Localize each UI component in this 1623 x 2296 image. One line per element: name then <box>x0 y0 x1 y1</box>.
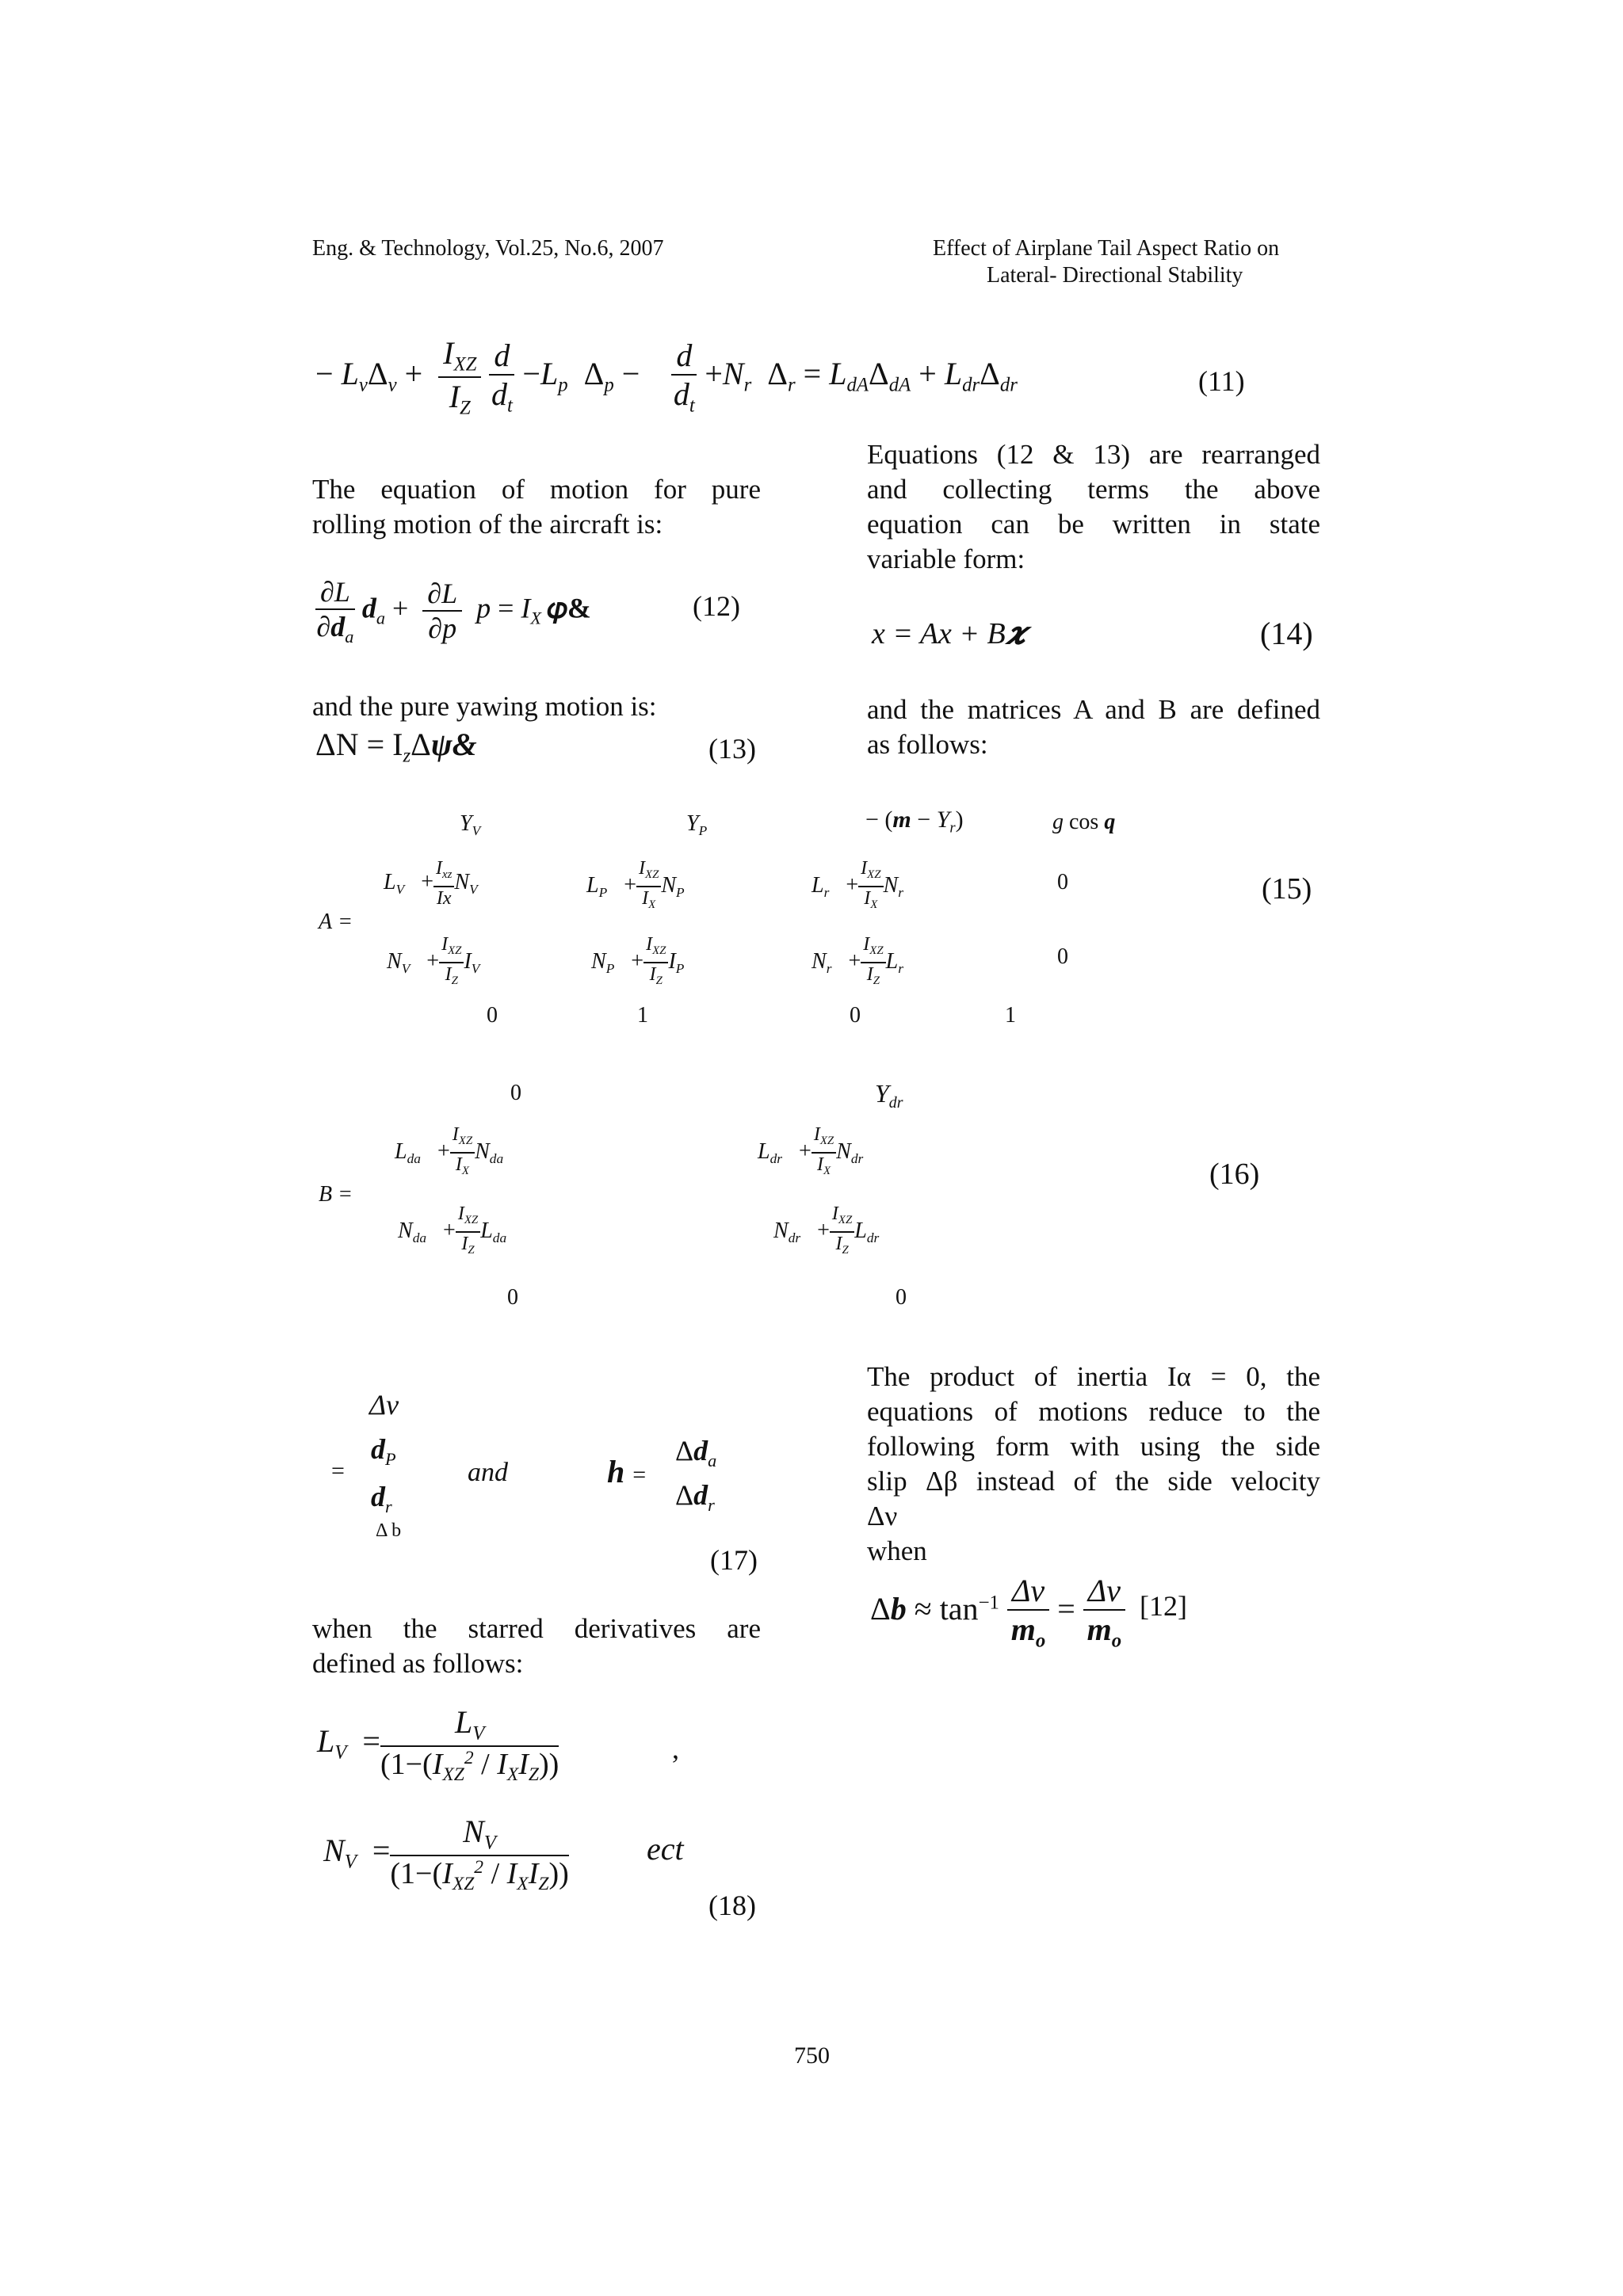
equation-16-number: (16) <box>1209 1158 1260 1191</box>
equation-17-eq-sign: = <box>331 1458 345 1484</box>
equation-18-comma: , <box>672 1733 679 1764</box>
right-paragraph-1 <box>867 437 1320 577</box>
matrix-b-r2c2: $L_{dr}$ + $\frac{I_{XZ}}{I_X}$ $N_{dr}$ <box>758 1124 864 1178</box>
matrix-b-r4c1: 0 <box>507 1285 518 1310</box>
matrix-b-r3c1: $N_{da}$ + $\frac{I_{XZ}}{I_Z}$ $L_{da}$ <box>398 1203 507 1257</box>
matrix-a-r2c2: $L_P$ + $\frac{I_{XZ}}{I_X}$ $N_P$ <box>586 858 685 912</box>
equation-17-row3: $d_r$ <box>371 1481 392 1516</box>
left-p3-line2: defined as follows: <box>312 1648 524 1679</box>
equation-18-number: (18) <box>708 1890 756 1921</box>
equation-17-row1: Δv <box>369 1389 399 1421</box>
matrix-a-r3c1: $N_V$ + $\frac{I_{XZ}}{I_Z}$ $I_V$ <box>387 934 480 988</box>
matrix-a-label: A = <box>319 910 353 934</box>
equation-17-number: (17) <box>710 1544 758 1576</box>
equation-17-eta-row2: $\Delta d_r$ <box>675 1479 715 1515</box>
equation-17-row2: $d_P$ <box>371 1433 396 1469</box>
equation-14: x = Ax + B𝝒 <box>872 617 1025 650</box>
right-p2-line1: and the matrices A and B are defined <box>867 694 1320 725</box>
equation-17-eta-row1: $\Delta d_a$ <box>675 1435 717 1470</box>
right-p1-line2: and collecting terms the above <box>867 474 1320 505</box>
article-title-line2: Lateral- Directional Stability <box>987 263 1243 288</box>
right-p3-line2: equations of motions reduce to the <box>867 1396 1320 1427</box>
matrix-a-r1c2: $Y_P$ <box>686 811 708 839</box>
matrix-a-r3c2: $N_P$ + $\frac{I_{XZ}}{I_Z}$ $I_P$ <box>591 934 685 988</box>
matrix-a-r4c1: 0 <box>487 1003 498 1028</box>
left-p1-line2: rolling motion of the aircraft is: <box>312 509 663 540</box>
equation-14-number: (14) <box>1260 616 1313 651</box>
sideslip-equation: $\Delta b \approx \tan^{-1}$ $\frac{\Delta v}{m_o}$ = $\frac{\Delta v}{m_o}$ <box>870 1572 1125 1653</box>
equation-18-nv: $N_V$ = $\frac{N_V}{(1-(I_{XZ}^2 / I_XI_Z))}$ <box>323 1814 569 1894</box>
page-number: 750 <box>794 2042 830 2069</box>
left-paragraph-3 <box>312 1611 761 1681</box>
matrix-a-r2c3: $L_r$ + $\frac{I_{XZ}}{I_X}$ $N_r$ <box>812 858 903 912</box>
right-p3-line4: slip Δβ instead of the side velocity <box>867 1466 1320 1497</box>
right-p1-line4: variable form: <box>867 543 1025 574</box>
right-p3-line5: Δν <box>867 1501 898 1531</box>
article-title-line1: Effect of Airplane Tail Aspect Ratio on <box>933 236 1280 261</box>
matrix-a-r4c2: 1 <box>637 1003 648 1028</box>
matrix-a-r3c4: 0 <box>1057 944 1068 969</box>
matrix-a-r1c3: − $(m - Y_r)$ <box>865 807 964 837</box>
matrix-a-r1c4: g cos q <box>1052 810 1116 834</box>
matrix-a-r2c1: $L_V$ + $\frac{I_{xz}}{Ix}$ $N_V$ <box>384 858 478 910</box>
matrix-a-r4c4: 1 <box>1005 1003 1016 1028</box>
sideslip-reference: [12] <box>1140 1590 1187 1622</box>
left-p1-line1: The equation of motion for pure <box>312 474 761 505</box>
right-p1-line3: equation can be written in state <box>867 509 1320 540</box>
right-p3-line1: The product of inertia Iα = 0, the <box>867 1361 1320 1392</box>
matrix-a-r3c3: $N_r$ + $\frac{I_{XZ}}{I_Z}$ $L_r$ <box>812 934 903 988</box>
left-paragraph-1 <box>312 472 761 542</box>
matrix-b-r1c2: $Y_{dr}$ <box>875 1079 903 1112</box>
right-p3-line6: when <box>867 1535 927 1566</box>
right-paragraph-3 <box>867 1360 1320 1569</box>
matrix-b-r2c1: $L_{da}$ + $\frac{I_{XZ}}{I_X}$ $N_{da}$ <box>395 1124 504 1178</box>
equation-18-ect: ect <box>647 1831 684 1867</box>
equation-12-number: (12) <box>693 590 740 622</box>
equation-17-eta: h = <box>607 1454 647 1489</box>
equation-17-and: and <box>468 1458 508 1487</box>
equation-12: $\frac{\partial L}{\partial d_a}$ $d_a$ + $\frac{\partial L}{\partial p}$ $p = I_X$ 𝜑& <box>316 576 591 646</box>
matrix-a-r1c1: $Y_V$ <box>460 811 481 839</box>
matrix-a-r2c4: 0 <box>1057 870 1068 894</box>
equation-18-lv: $L_V$ = $\frac{L_V}{(1-(I_{XZ}^2 / I_XI_Z))}$ <box>317 1704 559 1785</box>
right-p2-line2: as follows: <box>867 729 988 760</box>
journal-header: Eng. & Technology, Vol.25, No.6, 2007 <box>312 236 664 261</box>
left-paragraph-2: and the pure yawing motion is: <box>312 691 657 722</box>
equation-17-clip: Δ b <box>376 1520 402 1541</box>
equation-15-number: (15) <box>1262 872 1312 906</box>
equation-13-number: (13) <box>708 733 756 765</box>
equation-11: − $L_v\Delta_v$ + $\frac{I_{XZ}}{I_Z}$ $\frac{d}{d_t}$ $-L_p$ $\Delta_p$ − $\frac{d}{d_t}$ $+N_r$ $\Delta_r = L_{dA}\Delta_{dA} + L_{dr}\Delta_{dr}$ <box>315 335 1018 419</box>
matrix-a-r4c3: 0 <box>850 1003 861 1028</box>
matrix-b-r3c2: $N_{dr}$ + $\frac{I_{XZ}}{I_Z}$ $L_{dr}$ <box>773 1203 880 1257</box>
matrix-b-r1c1: 0 <box>510 1081 521 1105</box>
right-paragraph-2 <box>867 692 1320 762</box>
equation-11-number: (11) <box>1198 365 1245 397</box>
right-p3-line3: following form with using the side <box>867 1431 1320 1462</box>
left-p3-line1: when the starred derivatives are <box>312 1613 761 1644</box>
matrix-b-r4c2: 0 <box>896 1285 907 1310</box>
equation-13: $\Delta N = I_z\Delta\psi\&$ <box>315 727 477 767</box>
matrix-b-label: B = <box>319 1182 353 1207</box>
right-p1-line1: Equations (12 & 13) are rearranged <box>867 439 1320 470</box>
equation-13-text: ΔN = I <box>315 727 403 762</box>
